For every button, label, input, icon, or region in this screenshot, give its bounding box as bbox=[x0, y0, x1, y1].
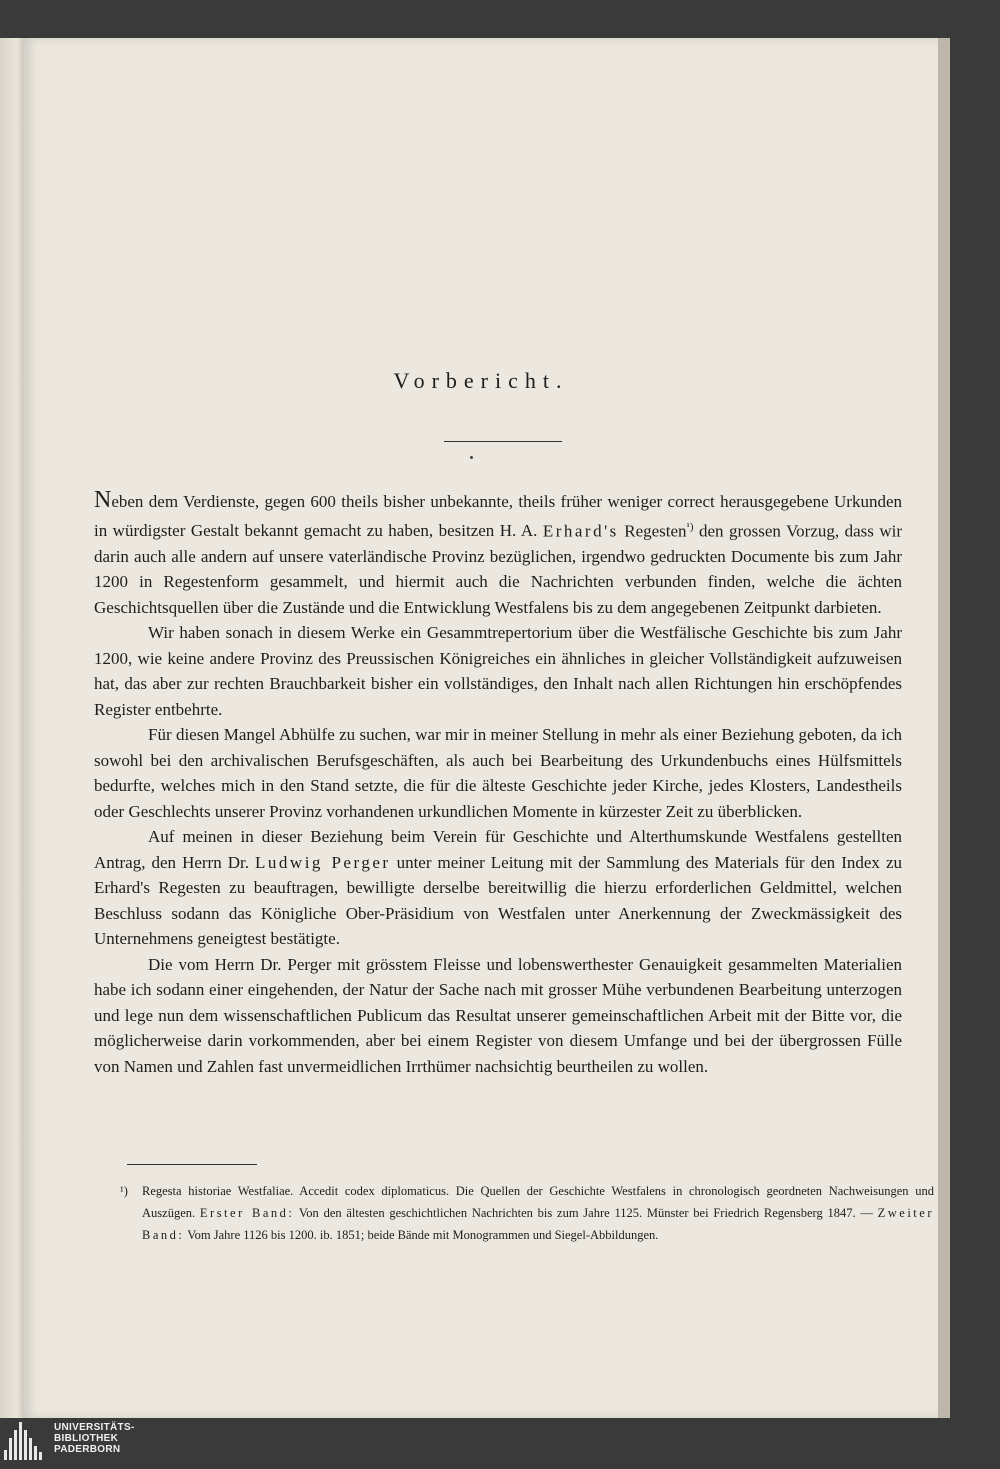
logo-line-3: PADERBORN bbox=[54, 1444, 121, 1455]
author-name: Erhard's bbox=[542, 521, 619, 541]
footnote-volume-1: Erster Band: bbox=[199, 1206, 295, 1220]
paragraph-1-text-a: Neben dem Verdienste, gegen 600 theils bisher unbekannte, theils früher weniger correct herausgegebene Urkunden in würdigster Gestalt bekannt gemacht zu haben, besitzen H. A. bbox=[94, 487, 902, 541]
logo-bars-icon bbox=[4, 1420, 48, 1466]
footnote-text-a: Regesta historiae Westfaliae. Accedit codex diplomaticus. Die Quellen der Geschichte Westfalens in chronologisch geordneten Nachweisungen und Auszügen. bbox=[142, 1184, 934, 1220]
paragraph-4 bbox=[94, 824, 902, 952]
paragraph-5: Die vom Herrn Dr. Perger mit grösstem Fleisse und lobenswerthester Genauigkeit gesammelten Materialien habe ich sodann einer eingehenden, der Natur der Sache nach mit grosser Mühe verbundenen Bearbeitung unterzogen und lege nun dem wissenschaftlichen Publicum das Resultat unserer gemeinschaftlichen Arbeit mit der Bitte vor, die möglicherweise darin vorkommenden, aber bei einem Register von diesem Umfange und bei der übergrossen Fülle von Namen und Zahlen fast unvermeidlichen Irrthümer nachsichtig beurtheilen zu wollen. bbox=[94, 954, 902, 1076]
page-edge bbox=[938, 38, 950, 1418]
paragraph-1-text-c: den grossen Vorzug, dass wir darin auch alle andern auf unsere vaterländische Provinz bezüglichen, irgendwo gedruckten Documente bis zum Jahr 1200 in Regestenform gesammelt, und hiermit auch die Nachrichten verbunden finden, welche die ächten Geschichtsquellen über die Zustände und die Entwicklung Westfalens bis zu dem angegebenen Zeitpunkt darbieten. bbox=[94, 521, 902, 617]
document-page bbox=[24, 38, 938, 1418]
paragraph-4-text-b: unter meiner Leitung mit der Sammlung des Materials für den Index zu Erhard's Regesten zu beauftragen, bewilligte derselbe bereitwillig die hierzu erforderlichen Geldmittel, welchen Beschluss sodann das Königliche Ober-Präsidium von Westfalen unter Anerkennung der Zweckmässigkeit des Unternehmens geneigtest bestätigte. bbox=[94, 852, 902, 949]
logo-line-1: UNIVERSITÄTS- bbox=[54, 1422, 135, 1433]
body-text bbox=[94, 488, 902, 1079]
footnote bbox=[120, 1180, 934, 1246]
library-logo bbox=[4, 1420, 264, 1466]
person-name: Ludwig Perger bbox=[255, 852, 391, 872]
paragraph-2: Wir haben sonach in diesem Werke ein Gesammtrepertorium über die Westfälische Geschichte bis zum Jahr 1200, wie keine andere Provinz des Preussischen Königreiches ein ähnliches in gleicher Vollständigkeit aufzuweisen hat, das aber zur rechten Brauchbarkeit bisher ein vollständiges, den Inhalt nach allen Richtungen hin erschöpfendes Register entbehrte. bbox=[94, 623, 902, 719]
logo-text bbox=[54, 1422, 135, 1455]
paragraph-4-text-a: Auf meinen in dieser Beziehung beim Verein für Geschichte und Alterthumskunde Westfalens gestellten Antrag, den Herrn Dr. bbox=[94, 827, 902, 872]
footnote-volume-2: Zweiter Band: bbox=[142, 1206, 934, 1242]
ink-dot bbox=[470, 456, 473, 459]
adjacent-page-edge bbox=[0, 38, 24, 1418]
page-title: Vorbericht. bbox=[393, 368, 569, 393]
paragraph-3: Für diesen Mangel Abhülfe zu suchen, war mir in meiner Stellung in mehr als einer Beziehung geboten, da ich sowohl bei den archivalischen Berufsgeschäften, als auch bei Bearbeitung des Urkundenbuchs eines Hülfsmittels bedurfte, welches mich in den Stand setzte, die für die älteste Geschichte jeder Kirche, jedes Klosters, Landestheils oder Geschlechts unserer Provinz vorhandenen urkundlichen Momente in kürzester Zeit zu überblicken. bbox=[94, 725, 902, 821]
footnote-text-b: Von den ältesten geschichtlichen Nachrichten bis zum Jahre 1125. Münster bei Friedrich Regensberg 1847. — bbox=[294, 1206, 878, 1220]
paragraph-1-text-b: Regesten bbox=[618, 521, 687, 541]
footnote-mark: ¹) bbox=[120, 1184, 128, 1198]
title-rule bbox=[444, 441, 562, 442]
footnote-reference: ¹) bbox=[686, 520, 694, 533]
footnote-rule bbox=[127, 1164, 257, 1165]
paragraph-1 bbox=[94, 488, 902, 620]
logo-line-2: BIBLIOTHEK bbox=[54, 1433, 119, 1444]
footnote-text-c: Vom Jahre 1126 bis 1200. ib. 1851; beide Bände mit Monogrammen und Siegel-Abbildungen. bbox=[184, 1228, 659, 1242]
